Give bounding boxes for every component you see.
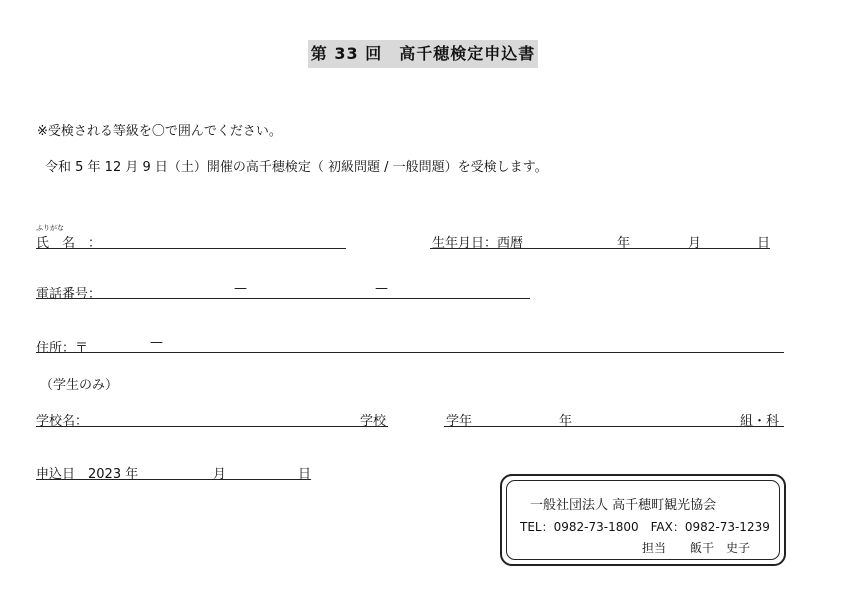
apply-date-label: 申込日 2023 年 [36, 467, 139, 482]
grade-label: 学年 [446, 414, 473, 429]
phone-underline[interactable] [36, 298, 530, 299]
instruction-text: ※受検される等級を〇で囲んでください。 [37, 124, 282, 139]
organization-contact: TEL：0982-73-1800 FAX：0982-73-1239 [520, 520, 770, 534]
postal-dash: — [150, 335, 163, 350]
apply-date-underline[interactable] [36, 479, 311, 480]
phone-dash-1: — [234, 281, 247, 296]
school-suffix: 学校 [360, 414, 387, 429]
grade-underline[interactable] [444, 426, 784, 427]
name-ruby-label: ふりがな [36, 224, 64, 232]
birth-year-unit: 年 [617, 236, 631, 251]
birth-month-unit: 月 [688, 236, 702, 251]
apply-month-unit: 月 [213, 467, 227, 482]
form-title: 第 33 回 高千穂検定申込書 [308, 40, 538, 68]
school-underline[interactable] [36, 426, 388, 427]
student-only-note: （学生のみ） [40, 378, 119, 393]
phone-dash-2: — [375, 281, 388, 296]
phone-label: 電話番号： [36, 287, 102, 302]
birthdate-label: 生年月日：西暦 [432, 236, 524, 251]
school-label: 学校名： [36, 414, 89, 429]
organization-person: 担当 飯干 史子 [642, 541, 751, 555]
birthdate-underline[interactable] [430, 248, 770, 249]
grade-year-unit: 年 [559, 414, 573, 429]
name-label: 氏 名 ： [36, 236, 102, 251]
class-unit: 組・科 [740, 414, 780, 429]
birth-day-unit: 日 [757, 236, 771, 251]
apply-day-unit: 日 [298, 467, 312, 482]
organization-box [500, 474, 786, 566]
organization-name: 一般社団法人 高千穂町観光協会 [530, 498, 717, 513]
address-label: 住所：〒 [36, 341, 89, 356]
statement-text: 令和 5 年 12 月 9 日（土）開催の高千穂検定（ 初級問題 / 一般問題）を受検します。 [45, 160, 548, 175]
address-underline[interactable] [36, 352, 784, 353]
name-underline[interactable] [36, 248, 346, 249]
